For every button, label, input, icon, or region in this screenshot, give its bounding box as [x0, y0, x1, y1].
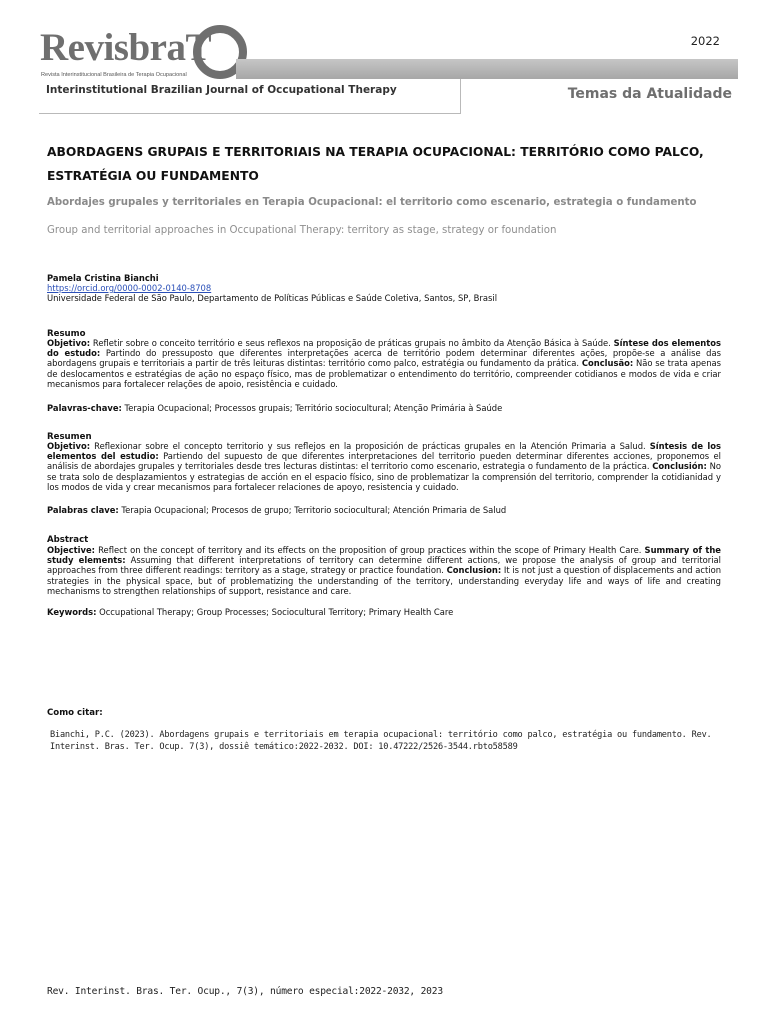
abstract-body [47, 545, 721, 596]
resumo-synthesis-label: Síntese dos elementos do estudo: [47, 338, 722, 359]
resumen-conclusion: No se trata solo de desplazamientos y estrategias de acción en el espacio físico, sino de problematizar la comprensión del territorio, comprender la cotidianidad y los modos de vida y crear mecanismos para fortalecer relaciones de apoyo, resistencia y cuidado. [47, 461, 721, 492]
abstract-keywords [47, 607, 721, 617]
section-label: Temas da Atualidade [567, 86, 732, 102]
title-spanish: Abordajes grupales y territoriales en Terapia Ocupacional: el territorio como escenario, estrategia o fundamento [47, 197, 697, 208]
author-name: Pamela Cristina Bianchi [47, 273, 159, 283]
title-english: Group and territorial approaches in Occupational Therapy: territory as stage, strategy or foundation [47, 225, 557, 236]
resumo-objective: Refletir sobre o conceito território e seus reflexos na proposição de práticas grupais no âmbito da Atenção Básica à Saúde. [90, 338, 614, 348]
resumo-body [47, 338, 721, 389]
resumen-objective-label: Objetivo: [47, 441, 91, 451]
abstract-objective: Reflect on the concept of territory and its effects on the proposition of group practices within the scope of Primary Health Care. [95, 545, 645, 555]
resumo-conclusion-label: Conclusão: [581, 358, 634, 369]
abstract-keywords-label: Keywords: [47, 607, 97, 617]
abstract-conclusion: It is not just a question of displacements and action strategies in the physical space, but of problematizing the understanding of the territory, understanding everyday life and ways of life and creating mechanisms to strengthen relationships of support, resistance and care. [47, 565, 722, 596]
header-gray-band [236, 59, 738, 79]
author-affiliation: Universidade Federal de São Paulo, Departamento de Políticas Públicas e Saúde Coletiva, Santos, SP, Brasil [47, 293, 498, 303]
abstract-heading: Abstract [47, 535, 89, 545]
resumo-keywords [47, 403, 721, 413]
resumen-keywords-list: Terapia Ocupacional; Procesos de grupo; Territorio sociocultural; Atención Primaria de Salud [118, 505, 507, 515]
citation-text: Bianchi, P.C. (2023). Abordagens grupais e territoriais em terapia ocupacional: território como palco, estratégia ou fundamento. Rev. Interinst. Bras. Ter. Ocup. 7(3), dossiê temático:2022-2032. DOI: 10.47222/2526-3544.rbto58589 [50, 730, 712, 752]
citation-heading: Como citar: [47, 708, 103, 718]
resumen-objective: Reflexionar sobre el concepto territorio y sus reflejos en la proposición de prácticas grupales en la Atención Primaria a Salud. [90, 441, 650, 451]
logo-subtitle: Revista Interinstitucional Brasileira de Terapia Ocupacional [41, 72, 187, 78]
resumen-keywords-label: Palabras clave: [47, 505, 119, 515]
abstract-synthesis: Assuming that different interpretations of territory can determine different actions, we propose the analysis of group and territorial approaches from three different readings: territory as a stage, strategy or practice foundation. [47, 555, 722, 576]
title-portuguese: ABORDAGENS GRUPAIS E TERRITORIAIS NA TERAPIA OCUPACIONAL: TERRITÓRIO COMO PALCO, ESTRATÉGIA OU FUNDAMENTO [47, 145, 704, 183]
resumen-keywords [47, 505, 721, 515]
resumo-synthesis: Partindo do pressuposto que diferentes interpretações acerca de território podem determinar diferentes ações, propõe-se a análise das abordagens grupais e territoriais a partir de três leituras distintas: território como palco, estratégia ou fundamento da prática. [47, 348, 721, 369]
resumen-synthesis-label: Síntesis de los elementos del estudio: [47, 441, 721, 462]
abstract-objective-label: Objective: [47, 545, 95, 555]
resumen-synthesis: Partiendo del supuesto de que diferentes interpretaciones del territorio pueden determinar diferentes acciones, proponemos el análisis de abordajes grupales y territoriales desde tres lecturas distintas: el territorio como escenario, estrategia o fundamento de la práctica. [47, 451, 721, 472]
journal-logo-text: RevisbraT [40, 26, 211, 69]
resumo-objective-label: Objetivo: [47, 338, 91, 348]
resumo-keywords-label: Palavras-chave: [47, 403, 122, 413]
resumen-body [47, 441, 721, 492]
resumo-heading: Resumo [47, 329, 86, 339]
resumen-heading: Resumen [47, 432, 92, 442]
resumo-conclusion: Não se trata apenas de deslocamentos e estratégias de ação no espaço físico, mas de problematizar o entendimento do território, compreender cotidianos e modos de vida e criar mecanismos para fortalecer relações de apoio, resistência e cuidado. [47, 358, 722, 389]
journal-name: Interinstitutional Brazilian Journal of Occupational Therapy [46, 84, 397, 96]
author-orcid-link[interactable]: https://orcid.org/0000-0002-0140-8708 [47, 283, 212, 293]
page-footer: Rev. Interinst. Bras. Ter. Ocup., 7(3), número especial:2022-2032, 2023 [47, 986, 443, 997]
resumen-conclusion-label: Conclusión: [652, 461, 707, 472]
abstract-conclusion-label: Conclusion: [446, 565, 502, 576]
publication-year: 2022 [690, 34, 720, 48]
resumo-keywords-list: Terapia Ocupacional; Processos grupais; Território sociocultural; Atenção Primária à Saúde [121, 403, 503, 413]
abstract-keywords-list: Occupational Therapy; Group Processes; Sociocultural Territory; Primary Health Care [96, 607, 454, 617]
abstract-synthesis-label: Summary of the study elements: [47, 545, 721, 566]
